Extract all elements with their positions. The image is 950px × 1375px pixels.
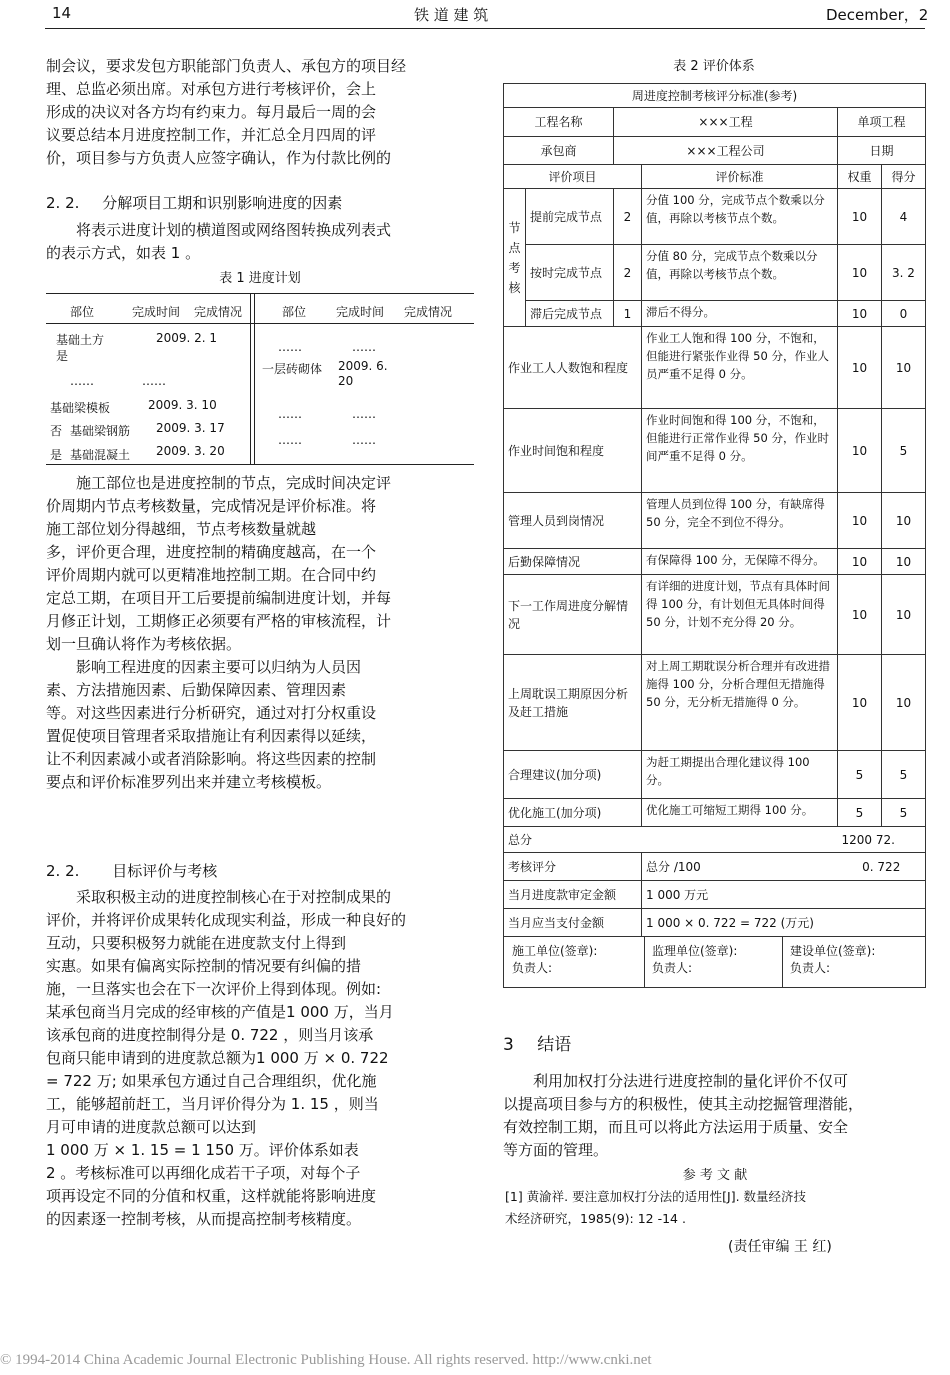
text-line: 议要总结本月进度控制工作，并汇总全月四周的评	[46, 126, 377, 144]
td-standard: 分值 80 分，完成节点个数乘以分值，再除以考核节点个数。	[642, 245, 838, 301]
table-row	[504, 108, 926, 137]
table-row	[504, 827, 926, 853]
text-line: 等方面的管理。	[503, 1141, 609, 1159]
td-standard: 管理人员到位得 100 分，有缺席得 50 分，完全不到位不得分。	[642, 493, 838, 549]
text-line: 2 。考核标准可以再细化成若干子项，对每个子	[46, 1164, 361, 1182]
td-time: ……	[352, 340, 376, 354]
reference-line: [1] 黄渝祥. 要注意加权打分法的适用性[J]. 数量经济技	[505, 1189, 807, 1204]
th-standard: 评价标准	[642, 165, 838, 189]
td-weight: 10	[838, 301, 882, 327]
td-standard: 作业工人饱和得 100 分，不饱和，但能进行紧张作业得 50 分，作业人员严重不足得 0 分。	[642, 327, 838, 409]
text-line: 互动，只要积极努力就能在进度款支付上得到	[46, 934, 347, 952]
reference-1	[505, 1186, 927, 1230]
td-time: 2009. 3. 10	[148, 398, 217, 412]
td-item: 提前完成节点	[526, 189, 614, 245]
td-score: 3. 2	[882, 245, 926, 301]
table-2-caption: 表 2 评价体系	[673, 59, 755, 74]
text-line: 实惠。如果有偏离实际控制的情况要有纠偏的措	[46, 957, 362, 975]
td-count: 1	[614, 301, 642, 327]
td-part: 基础混凝土	[70, 448, 131, 462]
sign-person: 负责人:	[790, 961, 831, 975]
text-line: 工，能够超前赶工，当月评价得分为 1. 15 ，则当	[46, 1095, 379, 1113]
table-divider	[250, 293, 251, 465]
table-rule-bottom	[46, 464, 474, 465]
text-line: 划一旦确认将作为考核依据。	[46, 635, 242, 653]
td-time: ……	[352, 433, 376, 447]
th-weight: 权重	[838, 165, 882, 189]
td-weight: 10	[838, 245, 882, 301]
td-time: ……	[142, 374, 166, 388]
td-value: 1 000 万元	[642, 881, 926, 909]
table-rule-top	[46, 293, 474, 294]
td-score: 4	[882, 189, 926, 245]
text-line: 月修正计划，工期修正必须要有严格的审核流程，计	[46, 612, 392, 630]
td-weight: 10	[838, 493, 882, 549]
table-row	[504, 84, 926, 108]
text-line: 以提高项目参与方的积极性，使其主动挖掘管理潜能，	[503, 1095, 864, 1113]
page-number: 14	[52, 4, 72, 22]
td-item: 按时完成节点	[526, 245, 614, 301]
text-line: 1 000 万 × 1. 15 = 1 150 万。评价体系如表	[46, 1141, 359, 1159]
text-line: 包商只能申请到的进度款总额为1 000 万 × 0. 722	[46, 1049, 389, 1067]
td-standard: 有详细的进度计划，节点有具体时间得 100 分，有计划但无具体时间得 50 分，计划不充分得 20 分。	[642, 575, 838, 655]
th-status: 完成情况	[404, 305, 453, 319]
table-row	[504, 189, 926, 245]
td-part: ……	[278, 433, 302, 447]
td-standard: 优化施工可缩短工期得 100 分。	[642, 799, 838, 827]
td-weight: 10	[838, 409, 882, 493]
td-label: 日期	[838, 137, 926, 165]
td-standard: 分值 100 分，完成节点个数乘以分值，再除以考核节点个数。	[642, 189, 838, 245]
text-line: 某承包商当月完成的经审核的产值是1 000 万，当月	[46, 1003, 394, 1021]
td-score: 10	[882, 327, 926, 409]
td-label: 当月进度款审定金额	[504, 881, 642, 909]
table-row	[504, 575, 926, 655]
text-line: 的因素逐一控制考核，从而提高控制考核精度。	[46, 1210, 362, 1228]
section-title: 分解项目工期和识别影响进度的因素	[102, 194, 343, 212]
td-item: 作业时间饱和程度	[504, 409, 642, 493]
references-title: 参 考 文 献	[682, 1168, 748, 1183]
section-number: 3	[503, 1035, 514, 1055]
header-rule	[45, 28, 925, 29]
table-row	[504, 549, 926, 575]
td-part: ……	[70, 374, 94, 388]
table-row	[504, 881, 926, 909]
paragraph-5	[46, 886, 474, 1231]
table-1	[46, 293, 474, 465]
td-weight: 10	[838, 549, 882, 575]
text-line: 素、方法措施因素、后勤保障因素、管理因素	[46, 681, 347, 699]
issue-date: December，2	[826, 6, 929, 24]
sign-person: 负责人:	[512, 961, 553, 975]
text-line: 制会议，要求发包方职能部门负责人、承包方的项目经	[46, 57, 407, 75]
table-1-caption: 表 1 进度计划	[219, 271, 301, 286]
text-line: 该承包商的进度控制得分是 0. 722 ，则当月该承	[46, 1026, 374, 1044]
table-row	[504, 327, 926, 409]
text-line: 有效控制工期，而且可以将此方法运用于质量、安全	[503, 1118, 849, 1136]
td-weight: 5	[838, 799, 882, 827]
text-line: 价，项目参与方负责人应签字确认，作为付款比例的	[46, 149, 392, 167]
td-standard: 对上周工期耽误分析合理并有改进措施得 100 分，分析合理但无措施得 50 分，无分析无措施得 0 分。	[642, 655, 838, 751]
td-weight: 10	[838, 575, 882, 655]
td-time: 2009. 2. 1	[156, 331, 218, 345]
text-line: 将表示进度计划的横道图或网络图转换成列表式	[76, 221, 392, 239]
section-2-2-2-heading	[46, 192, 342, 213]
sign-person: 负责人:	[652, 961, 693, 975]
td-standard: 作业时间饱和得 100 分，不饱和，但能进行正常作业得 50 分，作业时间严重不足得 0 分。	[642, 409, 838, 493]
copyright-footer: © 1994-2014 China Academic Journal Electronic Publishing House. All rights reserved. http://www.cnki.net	[0, 1352, 652, 1368]
text-line: 要点和评价标准罗列出来并建立考核模板。	[46, 773, 332, 791]
td-weight: 10	[838, 327, 882, 409]
table-row	[504, 655, 926, 751]
paragraph-2	[46, 219, 474, 265]
td-score: 5	[882, 409, 926, 493]
td-total-label: 总分	[504, 827, 838, 853]
td-score: 5	[882, 799, 926, 827]
table-row	[504, 853, 926, 881]
table-title: 周进度控制考核评分标准(参考)	[504, 84, 926, 108]
sign-divider	[782, 937, 783, 987]
td-value: ×××工程公司	[614, 137, 838, 165]
th-score: 得分	[882, 165, 926, 189]
td-part: ……	[278, 340, 302, 354]
td-eval-value: 0. 722	[838, 853, 926, 881]
sign-block	[790, 943, 875, 977]
th-status: 完成情况	[194, 305, 243, 319]
td-item: 合理建议(加分项)	[504, 751, 642, 799]
table-row	[504, 751, 926, 799]
td-standard: 滞后不得分。	[642, 301, 838, 327]
td-part: 基础梁模板	[50, 401, 111, 415]
td-item: 下一工作周进度分解情况	[504, 575, 642, 655]
td-label: 单项工程	[838, 108, 926, 137]
td-part: 基础土方	[56, 333, 105, 347]
td-label: 承包商	[504, 137, 614, 165]
table-divider	[254, 293, 255, 465]
text-line: 让不利因素减小或者消除影响。将这些因素的控制	[46, 750, 377, 768]
td-item: 管理人员到岗情况	[504, 493, 642, 549]
text-line: 的表示方式，如表 1 。	[46, 244, 201, 262]
td-score: 10	[882, 655, 926, 751]
td-standard: 为赶工期提出合理化建议得 100 分。	[642, 751, 838, 799]
editor-note: (责任审编 王 红)	[728, 1239, 832, 1255]
td-part: ……	[278, 407, 302, 421]
table-row	[504, 493, 926, 549]
td-formula: 总分 /100	[642, 853, 838, 881]
section-number: 2. 2.	[46, 194, 80, 212]
reference-line: 术经济研究，1985(9): 12 -14 .	[505, 1211, 686, 1226]
table-row	[504, 301, 926, 327]
td-value: 1 000 × 0. 722 = 722 (万元)	[642, 909, 926, 937]
text-line: 理、总监必须出席。对承包方进行考核评价，会上	[46, 80, 377, 98]
td-item: 优化施工(加分项)	[504, 799, 642, 827]
td-weight: 10	[838, 655, 882, 751]
table-row	[504, 409, 926, 493]
td-item: 滞后完成节点	[526, 301, 614, 327]
table-sign-row	[504, 937, 926, 988]
paragraph-1	[46, 55, 474, 170]
sign-unit: 监理单位(签章):	[652, 944, 738, 958]
td-score: 10	[882, 493, 926, 549]
text-line: 评价周期内就可以更精准地控制工期。在合同中约	[46, 566, 377, 584]
table-row	[504, 799, 926, 827]
td-weight: 10	[838, 189, 882, 245]
sign-divider	[644, 937, 645, 987]
td-count: 2	[614, 189, 642, 245]
td-status: 是	[50, 448, 63, 462]
table-row	[504, 909, 926, 937]
section-2-2-3-heading	[46, 860, 217, 881]
th-time: 完成时间	[336, 305, 385, 319]
td-group: 节点考核	[504, 189, 526, 327]
td-part: 一层砖砌体	[262, 362, 323, 376]
td-score: 5	[882, 751, 926, 799]
paragraph-3	[46, 472, 474, 656]
td-part: 基础梁钢筋	[70, 424, 131, 438]
table-header-row	[504, 165, 926, 189]
td-score: 10	[882, 575, 926, 655]
section-title: 结语	[537, 1035, 572, 1055]
th-item: 评价项目	[504, 165, 642, 189]
text-line: 项再设定不同的分值和权重，这样就能将影响进度	[46, 1187, 377, 1205]
paragraph-4	[46, 656, 474, 794]
td-count: 2	[614, 245, 642, 301]
text-line: 置促使项目管理者采取措施让有利因素得以延续，	[46, 727, 377, 745]
td-score: 10	[882, 549, 926, 575]
paragraph-6	[503, 1070, 927, 1162]
td-signatures	[504, 937, 926, 988]
td-item: 作业工人人数饱和程度	[504, 327, 642, 409]
text-line: 多，评价更合理，进度控制的精确度越高，在一个	[46, 543, 377, 561]
text-line: 定总工期，在项目开工后要提前编制进度计划，并每	[46, 589, 392, 607]
table-row	[504, 245, 926, 301]
table-rule-header	[46, 323, 474, 324]
table-2	[503, 83, 926, 988]
text-line: 利用加权打分法进行进度控制的量化评价不仅可	[533, 1072, 849, 1090]
text-line: 施工部位划分得越细，节点考核数量就越	[46, 520, 317, 538]
sign-unit: 施工单位(签章):	[512, 944, 598, 958]
text-line: 价周期内节点考核数量，完成情况是评价标准。将	[46, 497, 377, 515]
section-number: 2. 2.	[46, 862, 80, 880]
td-time: 2009. 3. 20	[156, 444, 225, 458]
td-label: 考核评分	[504, 853, 642, 881]
text-line: 形成的决议对各方均有约束力。每月最后一周的会	[46, 103, 377, 121]
text-line: 采取积极主动的进度控制核心在于对控制成果的	[76, 888, 392, 906]
td-time: ……	[352, 407, 376, 421]
sign-block	[652, 943, 737, 977]
text-line: 月可申请的进度款总额可以达到	[46, 1118, 257, 1136]
td-time: 2009. 3. 17	[156, 421, 225, 435]
td-item: 后勤保障情况	[504, 549, 642, 575]
td-status: 是	[56, 349, 69, 363]
td-label: 当月应当支付金额	[504, 909, 642, 937]
section-title: 目标评价与考核	[112, 862, 218, 880]
sign-unit: 建设单位(签章):	[790, 944, 876, 958]
text-line: 评价，并将评价成果转化成现实利益，形成一种良好的	[46, 911, 407, 929]
text-line: 施，一旦落实也会在下一次评价上得到体现。例如:	[46, 980, 382, 998]
td-standard: 有保障得 100 分，无保障不得分。	[642, 549, 838, 575]
td-total-value: 1200 72.	[838, 827, 926, 853]
th-part: 部位	[282, 305, 307, 319]
table-row	[504, 137, 926, 165]
td-time: 2009. 6. 20	[338, 359, 388, 388]
th-part: 部位	[70, 305, 95, 319]
journal-name: 铁 道 建 筑	[414, 6, 489, 24]
text-line: 等。对这些因素进行分析研究，通过对打分权重设	[46, 704, 377, 722]
text-line: = 722 万; 如果承包方通过自己合理组织，优化施	[46, 1072, 377, 1090]
td-weight: 5	[838, 751, 882, 799]
td-item: 上周耽误工期原因分析及赶工措施	[504, 655, 642, 751]
text-line: 施工部位也是进度控制的节点，完成时间决定评	[76, 474, 392, 492]
sign-block	[512, 943, 597, 977]
th-time: 完成时间	[132, 305, 181, 319]
td-value: ×××工程	[614, 108, 838, 137]
td-score: 0	[882, 301, 926, 327]
section-3-heading	[503, 1030, 571, 1055]
text-line: 影响工程进度的因素主要可以归纳为人员因	[76, 658, 362, 676]
td-status: 否	[50, 424, 63, 438]
td-label: 工程名称	[504, 108, 614, 137]
